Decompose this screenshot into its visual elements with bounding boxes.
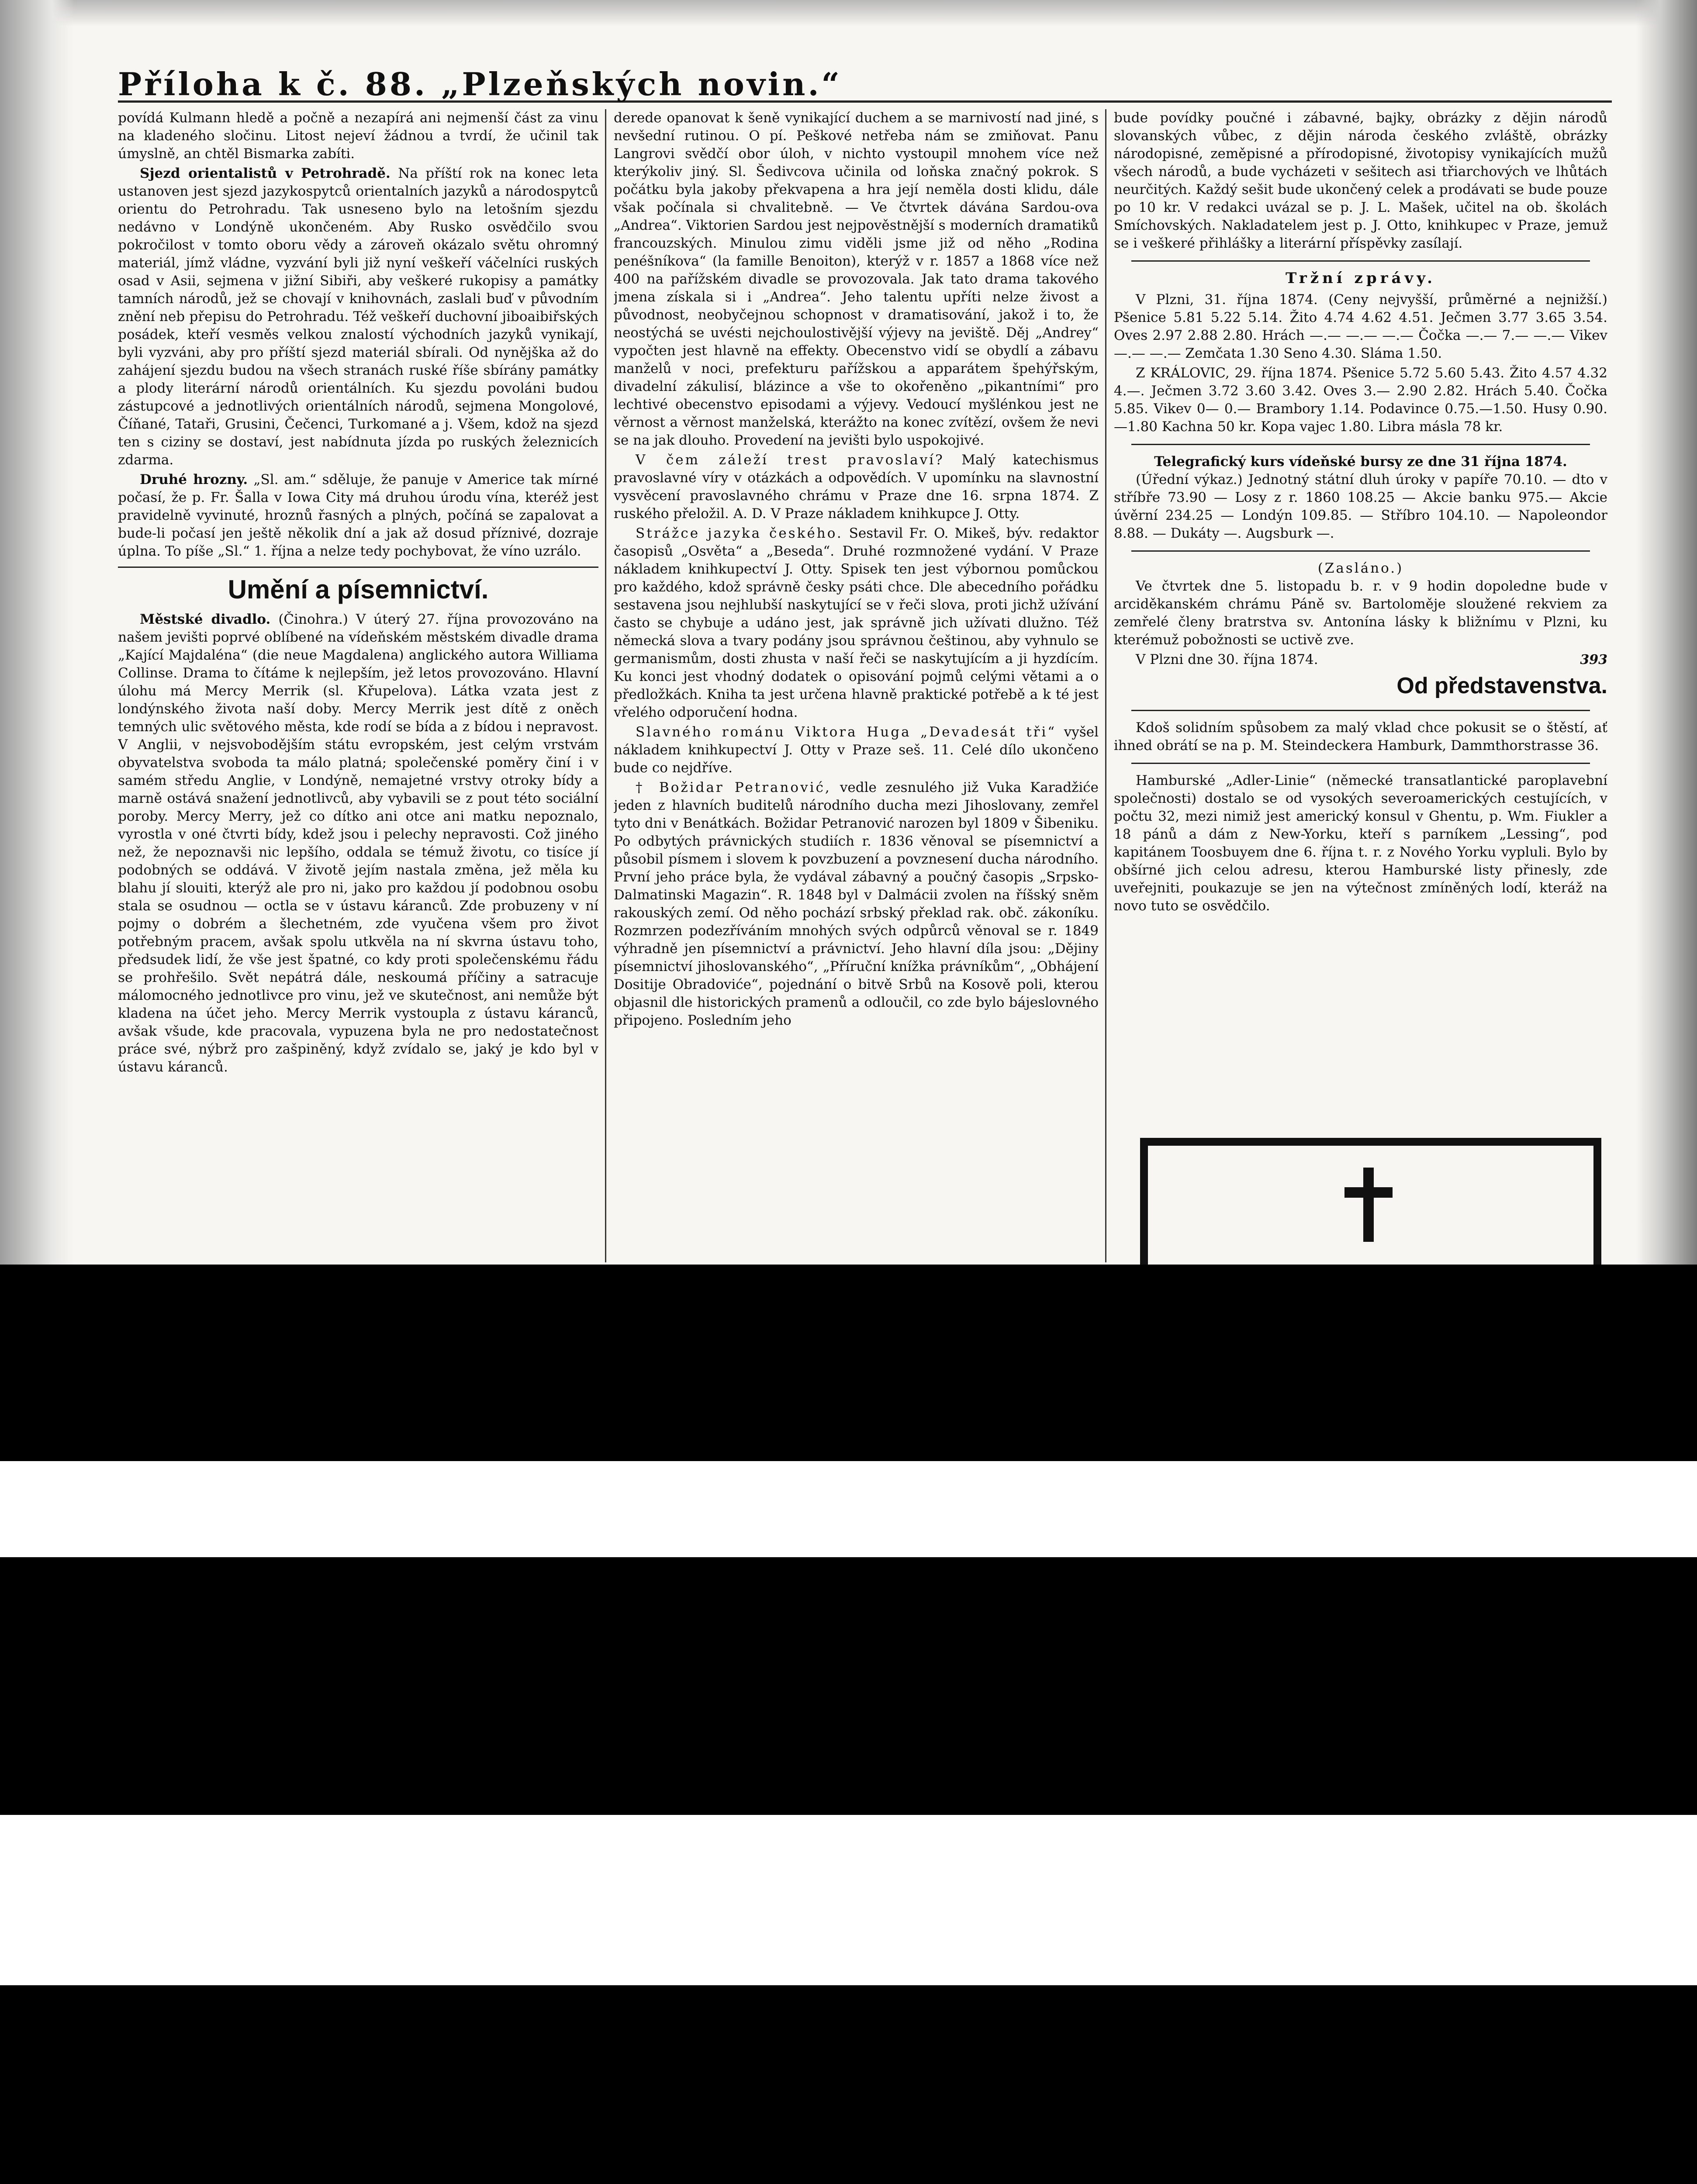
- article-heading: V čem záleží trest pravoslaví?: [636, 452, 944, 468]
- board-title: Od představenstva.: [1396, 673, 1607, 698]
- article-paragraph: [614, 451, 1099, 523]
- bourse-title: Telegrafický kurs vídeňské bursy ze dne 31 října 1874.: [1154, 454, 1567, 470]
- divider: [1131, 710, 1590, 711]
- article-heading: Druhé hrozny.: [140, 472, 248, 487]
- divider: [1131, 260, 1590, 262]
- cross-icon: [1344, 1168, 1393, 1242]
- article-paragraph: [118, 611, 598, 1076]
- advertisement-paragraph: Hamburské „Adler-Linie“ (německé transatlantické paroplavební společnosti) dostalo se od vysokých severoamerických cestujících, v počtu 32, mezi nimiž jest americký konsul v Ghentu, p. Wm. Fiukler a 18 pánů a dám z New-Yorku, kteří s parníkem „Lessing“, pod kapitánem Toosbuyem dne 6. října t. r. z Nového Yorku vypluli. Bylo by obšírné jich celou adresu, kterou Hamburské listy přinesly, zde uveřejniti, poukazuje se jen na výtečnost zmíněných lodí, kteráž na novo tuto se osvědčilo.: [1114, 773, 1607, 914]
- divider: [1131, 763, 1590, 764]
- trade-paragraph: Z KRÁLOVIC, 29. října 1874. Pšenice 5.72 5.60 5.43. Žito 4.57 4.32 4.—. Ječmen 3.72 3.60 3.42. Oves 3.— 2.90 2.82. Hrách 5.40. Čočka 5.85. Vikev 0— 0.— Brambory 1.14. Podavince 0.75.—1.50. Husy 0.90.—1.80 Kachna 50 kr. Kopa vajec 1.80. Libra másla 78 kr.: [1114, 365, 1607, 435]
- column-rule: [1105, 109, 1106, 1262]
- column-rule: [605, 109, 606, 1262]
- article-paragraph: [614, 723, 1099, 777]
- article-heading: Slavného románu Viktora Huga „Devadesát tři“: [636, 724, 1057, 740]
- redaction-band: [0, 1265, 1697, 1461]
- zaslano-label: (Zasláno.): [1317, 560, 1404, 576]
- handwritten-number: 393: [1580, 652, 1607, 667]
- article-text: Na příští rok na konec leta ustanoven jest sjezd jazykospytců orientalních jazyků a národospytců orientu do Petrohradu. Tak usneseno bylo na letošním sjezdu nedávno v Londýně ukončeném. Aby Rusko osvědčilo svou pokročilost v tomto oboru vědy a zároveň okázalo světu ohromný materiál, jímž vládne, vyzvání byli již nyní veškeří váčelníci ruských osad v Asii, sejmena v jižní Sibiři, aby veškeré rukopisy a památky tamních národů, jež se chovají v knihovnách, zaslali buď v původním znění neb přepisu do Petrohradu. Též veškeří duchovní jiboaibiřských posádek, kteří vesměs velkou znalostí východních jazyků vynikají, byli vyzváni, aby pro příští sjezd materiál sbírali. Od nynějška až do zahájení sjezdu budou na všech stranách ruské říše sbírány památky a plody literární národů orientálních. Ku sjezdu povoláni budou zástupcové a jednotlivých orientálních národů, sejmena Mongolové, Číňané, Tataři, Grusini, Čečenci, Turkomané a j. Všem, kdož na sjezd ten s ciziny se dostaví, jest nabídnuta jízda po ruských železnicích zdarma.: [118, 166, 598, 468]
- article-heading: † Božidar Petranović,: [636, 780, 831, 795]
- page-header: Příloha k č. 88. „Plzeňských novin.“: [118, 66, 1612, 103]
- article-text: „Sl. am.“ sděluje, že panuje v Americe tak mírné počasí, že p. Fr. Šalla v Iowa City má druhou úrodu vína, kteréž jest pravidelně vyvinuté, hroznů řasných a plných, počíná se zapalovat a bude-li počasí jen ještě několik dní a jak až dosud příznivé, dozraje úplna. To píše „Sl.“ 1. října a nelze tedy pochybovat, že víno uzrálo.: [118, 472, 598, 559]
- article-text: vyšel nákladem knihkupectví J. Otty v Praze seš. 11. Celé dílo ukončeno bude co nejdříve.: [614, 724, 1099, 776]
- column-middle: [614, 109, 1099, 1262]
- obituary-box: [1140, 1138, 1601, 1265]
- redaction-band: [0, 1985, 1697, 2184]
- article-paragraph: povídá Kulmann hledě a počně a nezapírá ani nejmenší část za vinu na kladeného sločinu. Litost nejeví žádnou a tvrdí, že učinil tak úmyslně, an chtěl Bismarka zabíti.: [118, 110, 598, 162]
- scan-edge-left: [0, 0, 74, 1265]
- article-text: (Činohra.) V úterý 27. října provozováno na našem jevišti poprvé oblíbené na vídeňském městském divadle drama „Kající Majdaléna“ (die neue Magdalena) anglického autora Williama Collinse. Drama to čítáme k nejlepším, jež letos provozováno. Hlavní úlohu má Mercy Merrik (sl. Křupelova). Látka vzata jest z londýnského života naší doby. Mercy Merrik jest dítě z oněch temných ulic světového města, kde rodí se bída a z bídou i nepravost. V Anglii, v nejsvobodějším státu evropském, jest celým vrstvám obyvatelstva svoboda ta málo platná; společenské poměry činí i v samém středu Anglie, v Londýně, nemajetné vrstvy otroky bídy a marně ostává snažení jednotlivců, aby vybavili se z pout této sociální poroby. Mercy Merry, jež co dítko ani otce ani matku nepoznalo, vyrostla v oné čtvrti bídy, kdež jsou i pelechy nepravosti. Což jiného než, že nepoznavši nic lepšího, oddala se témuž životu, co tisíce jí podobných se oddává. V životě jejím nastala změna, jež měla ku blahu jí slouiti, kterýž ale pro ni, jako pro každou jí podobnou osobu stala se osudnou — octla se v ústavu káranců. Zde probuzeny v ní pojmy o dobrém a šlechetném, zde vyučena všem pro život potřebným pracem, avšak spolu utkvěla na ní skvrna ústavu toho, předsudek lidí, že vše jest špatné, co kdy proti společenskému řádu se prohřešilo. Svět nepátrá dále, neskoumá příčiny a satracuje málomocného jednotlivce pro vinu, jež ve skutečnost, ani nemůže být kladena na účet jeho. Mercy Merrik vystoupla z ústavu káranců, avšak všude, kde pracovala, vypuzena byla ne pro nedostatečnost práce své, nýbrž pro zašpiněný, když zvídalo se, jaký je kdo byl v ústavu káranců.: [118, 612, 598, 1075]
- article-paragraph: [614, 525, 1099, 722]
- article-text: Sestavil Fr. O. Mikeš, býv. redaktor časopisů „Osvěta“ a „Beseda“. Druhé rozmnožené vydání. V Praze nákladem knihkupectví J. Otty. Spisek ten jest výbornou pomůckou pro každého, kdož správně česky psáti chce. Dle abecedního pořádku sestavena jsou nejhlubší naskytující se v řeči slova, proti jichž užívání často se chybuje a udáno jest, jak správně jich užívati dlužno. Též německá slova a tvary podány jsou správnou češtinou, aby vyhnulo se germanismům, dosti zhusta v naší řeči se naskytujícím a ji hyzdícím. Ku konci jest vhodný dodatek o opisování pojmů celými větami a o předložkách. Kniha ta jest určena hlavně praktické potřebě a k té jest vřelého odporučení hodna.: [614, 525, 1099, 720]
- scan-edge-right: [1636, 0, 1697, 1265]
- article-heading: Strážce jazyka českého.: [636, 525, 843, 541]
- notice-paragraph: Ve čtvrtek dne 5. listopadu b. r. v 9 hodin dopoledne bude v arciděkanském chrámu Páně sv. Bartoloměje sloužené rekviem za zemřelé členy bratrstva sv. Antonína lásky k bližnímu v Plzni, ku kterémuž pobožnosti se uctivě zve.: [1114, 578, 1607, 648]
- article-paragraph: [118, 471, 598, 560]
- article-paragraph: bude povídky poučné i zábavné, bajky, obrázky z dějin národů slovanských vůbec, z dějin národa českého zvláště, obrázky národopisné, zeměpisné a přírodopisné, životopisy vynikajících mužů všech národů, a bude vycházeti v sešitech asi třiarchových ve lhůtách neurčitých. Každý sešit bude ukončený celek a prodávati se bude pouze po 10 kr. V redakci uvázal se p. J. L. Mašek, učitel na ob. školách Smíchovských. Nakladatelem jest p. J. Otto, knihkupec v Praze, jemuž se i veškeré přihlášky a literární příspěvky zasílají.: [1114, 110, 1607, 251]
- notice-signature-row: [1114, 651, 1607, 669]
- section-title: Umění a písemnictví.: [118, 567, 598, 607]
- article-paragraph: [614, 779, 1099, 1030]
- column-right: [1114, 109, 1607, 1262]
- bourse-paragraph: (Úřední výkaz.) Jednotný státní dluh úroky v papíře 70.10. — dto v stříbře 73.90 — Losy z r. 1860 108.25 — Akcie banku 975.— Akcie úvěrní 234.25 — Londýn 109.85. — Stříbro 104.10. — Napoleondor 8.88. — Dukáty —. Augsburk —.: [1114, 472, 1607, 541]
- article-paragraph: [118, 165, 598, 469]
- article-text: Malý katechismus pravoslavné víry v otázkách a odpovědích. V upomínku na slavnostní vysvěcení pravoslavného chrámu v Praze dne 16. srpna 1874. Z ruského přeložil. A. D. V Praze nákladem knihkupce J. Otty.: [614, 452, 1099, 522]
- white-band: [0, 1461, 1697, 1557]
- trade-paragraph: V Plzni, 31. října 1874. (Ceny nejvyšší, průměrné a nejnižší.) Pšenice 5.81 5.22 5.14. Žito 4.74 4.62 4.51. Ječmen 3.77 3.65 3.54. Oves 2.97 2.88 2.80. Hrách —.— —.— —.— Čočka —.— 7.— —.— Vikev —.— —.— Zemčata 1.30 Seno 4.30. Sláma 1.50.: [1114, 292, 1607, 361]
- date-line: V Plzni dne 30. října 1874.: [1136, 652, 1318, 667]
- divider: [1131, 444, 1590, 445]
- advertisement-paragraph: Kdoš solidním spůsobem za malý vklad chce pokusit se o štěstí, ať ihned obrátí se na p. M. Steindeckera Hamburk, Dammthorstrasse 36.: [1114, 720, 1607, 753]
- divider: [1131, 550, 1590, 552]
- scan-edge-top: [0, 0, 1697, 26]
- white-band: [0, 1815, 1697, 1985]
- column-left: [118, 109, 598, 1262]
- redaction-band: [0, 1557, 1697, 1815]
- trade-news-title: Tržní zprávy.: [1286, 270, 1436, 287]
- article-heading: Městské divadlo.: [140, 612, 271, 627]
- article-paragraph: derede opanovat k šeně vynikající duchem a se marnivostí nad jiné, s nevšední rutinou. O pí. Peškové netřeba nám se zmiňovat. Panu Langrovi svědčí obor úloh, v nichto vystoupil mnohem více než kterýkoliv jiný. Sl. Šedivcova učinila od loňska značný pokrok. S počátku byla jakoby překvapena a hra její neměla dosti klidu, dále však počínala si chvalitebně. — Ve čtvrtek dávána Sardou-ova „Andrea“. Viktorien Sardou jest nejpověstnější s moderních dramatiků francouzských. Minulou zimu viděli jsme již od něho „Rodina penéšníkova“ (la famille Benoiton), kterýž v r. 1857 a 1868 více než 400 na pařížském divadle se provozovala. Jak tato drama takového jmena získala si i „Andrea“. Jeho talentu upříti nelze živost a původnost, neobyčejnou schopnost v dramatisování, jakož i to, že neostýchá se uvésti nejchoulostivější výjevy na jeviště. Děj „Andrey“ vypočten jest hlavně na effekty. Obecenstvo vidí se obydlí a zábavu manželů v noci, prefekturu pařížskou a apparátem špehýřským, divadelní zákulisí, blázince a vše to okořeněno „pikantními“ pro lechtivé obecenstvo episodami a výjevy. Vedoucí myšlénkou jest ne věrnost a věrnost manželská, kterážto na konec zvítězí, ovšem že nevi se na jak dlouho. Provedení na jevišti bylo uspokojivé.: [614, 110, 1099, 448]
- article-text: vedle zesnulého již Vuka Karadžiće jeden z hlavních buditelů národního ducha mezi Jihoslovany, zemřel tyto dni v Benátkách. Božidar Petranović narozen byl 1809 v Šibeniku. Po odbytých právnických studiích r. 1836 věnoval se písemnictví a působil písmem i slovem k povzbuzení a povznesení ducha národního. První jeho práce byla, že vydával zábavný a poučný časopis „Srpsko-Dalmatinski Magazin“. R. 1848 byl v Dalmácii zvolen na říšský sněm rakouských zemí. Od něho pochází srbský překlad rak. obč. zákoníku. Rozmrzen podezříváním mnohých svých odpůrců věnoval se r. 1849 výhradně jen písemnictví a právnictví. Jeho hlavní díla jsou: „Dějiny písemnictví jihoslovanského“, „Příruční knížka právníkům“, „Obhájení Dositije Obradoviće“, pojednání o bitvě Srbů na Kosově poli, kterou objasnil dle historických pramenů a odloučil, co zde bylo bájeslovného připojeno. Posledním jeho: [614, 780, 1099, 1028]
- article-heading: Sjezd orientalistů v Petrohradě.: [140, 166, 391, 181]
